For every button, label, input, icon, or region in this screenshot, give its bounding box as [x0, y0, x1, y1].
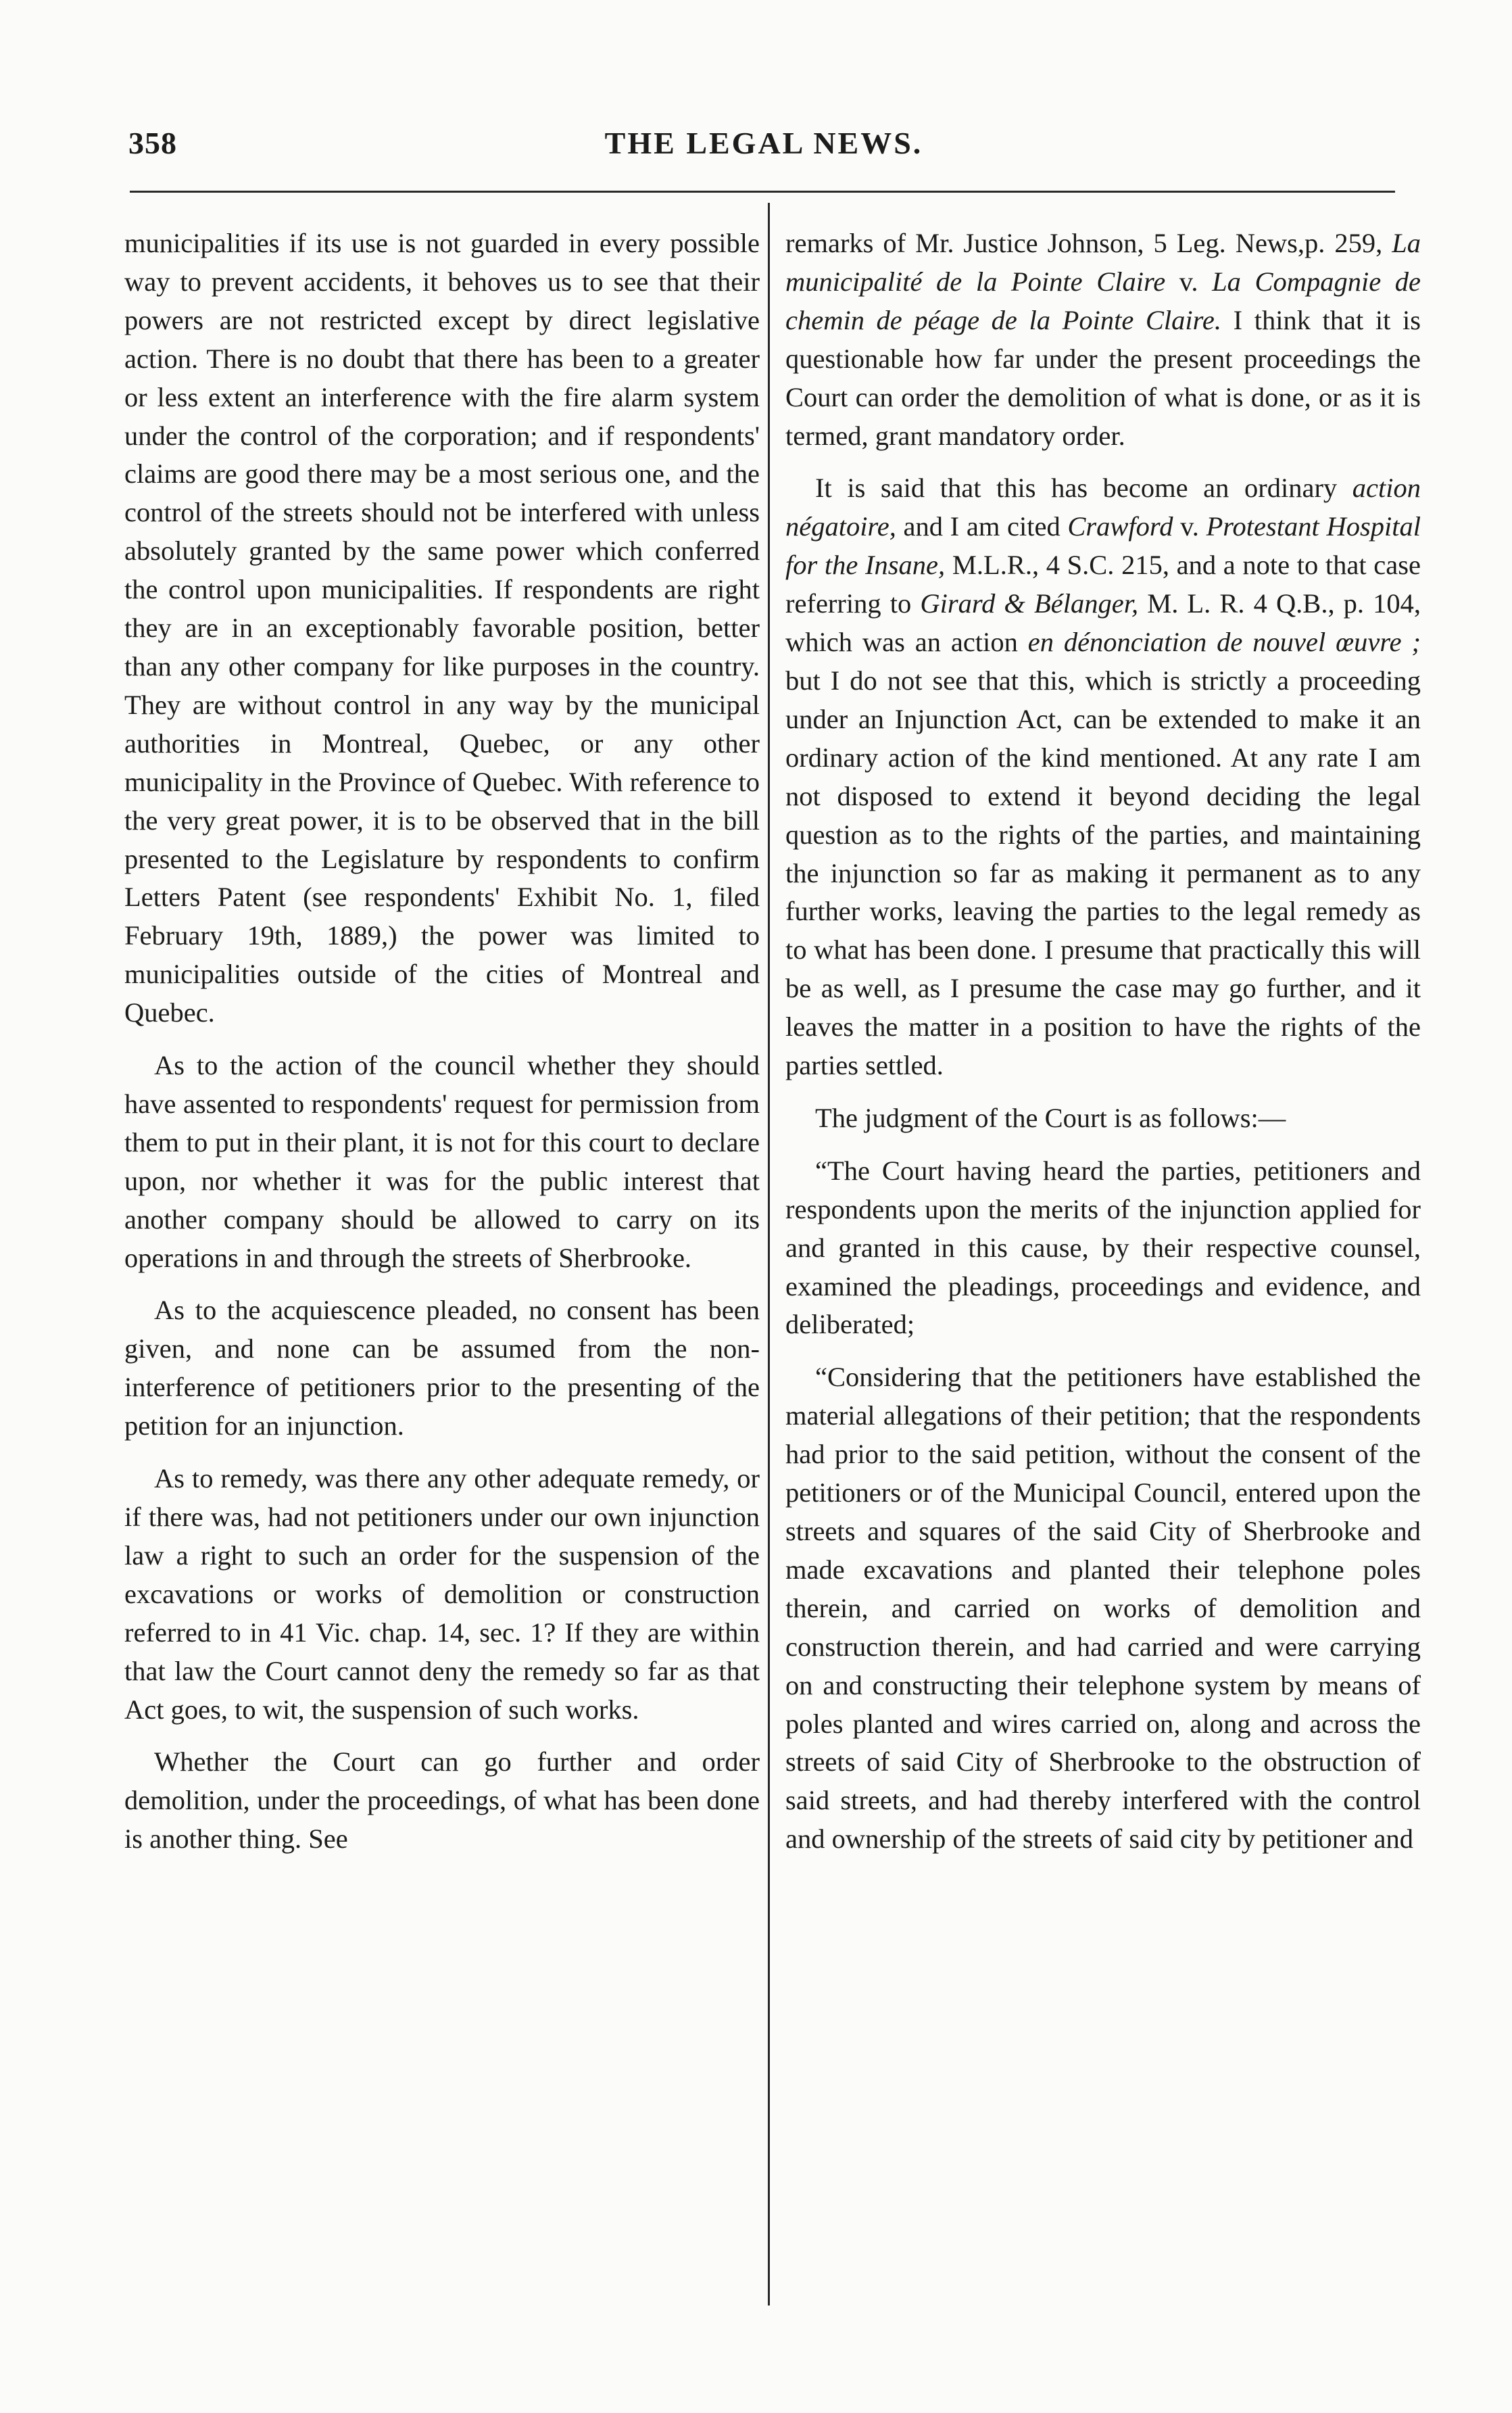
- text-run: remarks of Mr. Justice Johnson, 5 Leg. News,p. 259,: [785, 228, 1392, 258]
- text-run: but I do not see that this, which is strictly a proceeding under an Injunction Act, can be extended to make it an ordinary action of the kind mentioned. At any rate I am not disposed to extend it beyond deciding the legal question as to the rights of the parties, and maintaining the injunction so far as making it permanent as to any further works, leaving the parties to the legal remedy as to what has been done. I presume that practically this will be as well, as I presume the case may go further, and it leaves the matter in a position to have the rights of the parties settled.: [785, 665, 1421, 1081]
- legal-term: en dénonciation de nouvel œuvre ;: [1027, 627, 1421, 658]
- paragraph: The judgment of the Court is as follows:—: [815, 1102, 1286, 1133]
- text-run: I think that it is questionable how far under the present proceedings the Court can order the demolition of what is done, or as it is termed, grant mandatory order.: [785, 304, 1421, 451]
- legal-term: action négatoire,: [785, 473, 1421, 542]
- text-run: It is said that this has become an ordinary: [815, 473, 1352, 504]
- page-number: 358: [128, 126, 177, 160]
- right-column: [785, 224, 1421, 1873]
- case-name: La municipalité de la Pointe Claire: [785, 228, 1421, 297]
- paragraph: As to the action of the council whether they should have assented to respondents' request for permission from them to put in their plant, it is not for this court to declare upon, nor whether it was for the public interest that another company should be allowed to carry on its operations in and through the streets of Sherbrooke.: [124, 1050, 760, 1273]
- text-run: v.: [1165, 266, 1213, 297]
- paragraph: [785, 224, 1421, 455]
- paragraph: [785, 469, 1421, 1085]
- case-name: Girard & Bélanger,: [920, 588, 1139, 619]
- left-column: [124, 224, 760, 1873]
- case-name: Crawford: [1067, 511, 1173, 542]
- text-run: and I am cited: [896, 511, 1068, 542]
- column-divider: [768, 203, 770, 2306]
- header-rule: [130, 191, 1395, 193]
- paragraph: As to remedy, was there any other adequate remedy, or if there was, had not petitioners under our own injunction law a right to such an order for the suspension of the excavations or works of demolition or construction referred to in 41 Vic. chap. 14, sec. 1? If they are within that law the Court cannot deny the remedy so far as that Act goes, to wit, the suspension of such works.: [124, 1463, 760, 1725]
- text-run: M.L.R., 4 S.C. 215, and a note to that case referring to: [785, 550, 1421, 619]
- text-run: M. L. R. 4 Q.B., p. 104, which was an action: [785, 588, 1421, 658]
- text-run: v.: [1173, 511, 1206, 542]
- running-title: THE LEGAL NEWS.: [604, 126, 923, 160]
- paragraph: As to the acquiescence pleaded, no consent has been given, and none can be assumed from the non-interference of petitioners prior to the presenting of the petition for an injunction.: [124, 1295, 760, 1441]
- paragraph: Whether the Court can go further and order demolition, under the proceedings, of what has been done is another thing. See: [124, 1746, 760, 1855]
- paragraph: “The Court having heard the parties, petitioners and respondents upon the merits of the injunction applied for and granted in this cause, by their respective counsel, examined the pleadings, proceedings and evidence, and deliberated;: [785, 1155, 1421, 1340]
- paragraph: “Considering that the petitioners have established the material allegations of their petition; that the respondents had prior to the said petition, without the consent of the petitioners or of the Municipal Council, entered upon the streets and squares of the said City of Sherbrooke and made excavations and planted their telephone poles therein, and carried on works of demolition and construction therein, and had carried and were carrying on and constructing their telephone system by means of poles planted and wires carried on, along and across the streets of said City of Sherbrooke to the obstruction of said streets, and had thereby interfered with the control and ownership of the streets of said city by petitioner and: [785, 1362, 1421, 1855]
- case-name: Protestant Hospital for the Insane,: [785, 511, 1421, 581]
- page-header: [128, 125, 1399, 179]
- paragraph: municipalities if its use is not guarded in every possible way to prevent accidents, it behoves us to see that their powers are not restricted except by direct legislative action. There is no doubt that there has been to a greater or less extent an interference with the fire alarm system under the control of the corporation; and if respondents' claims are good there may be a most serious one, and the control of the streets should not be interfered with unless absolutely granted by the same power which conferred the control upon municipalities. If respondents are right they are in an exceptionably favorable position, better than any other company for like purposes in the country. They are without control in any way by the municipal authorities in Montreal, Quebec, or any other municipality in the Province of Quebec. With reference to the very great power, it is to be observed that in the bill presented to the Legislature by respondents to confirm Letters Patent (see respondents' Exhibit No. 1, filed February 19th, 1889,) the power was limited to municipalities outside of the cities of Montreal and Quebec.: [124, 228, 760, 1028]
- case-name: La Compagnie de chemin de péage de la Pointe Claire.: [785, 266, 1421, 335]
